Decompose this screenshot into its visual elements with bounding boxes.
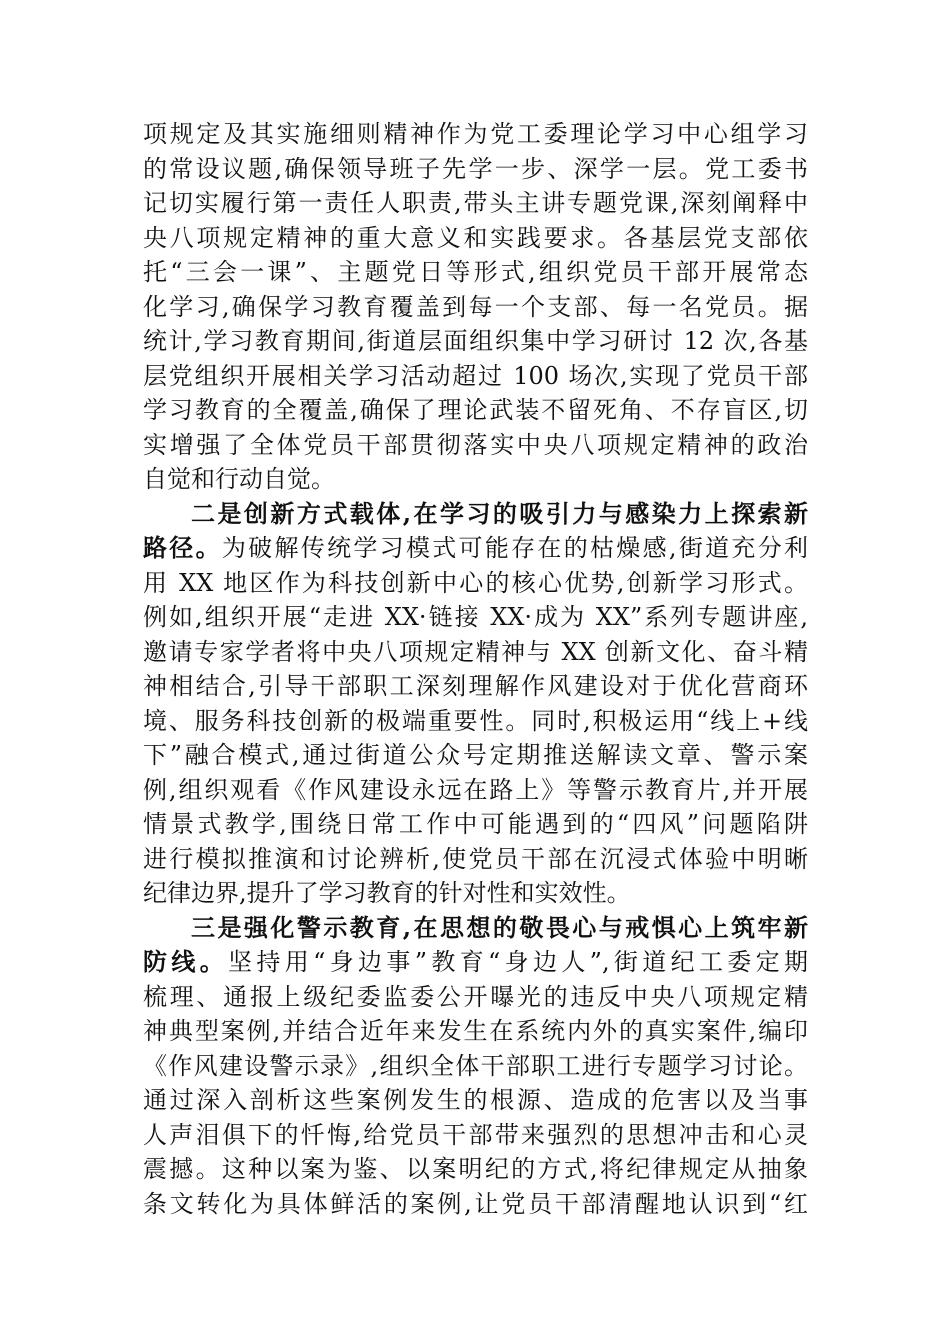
text-line: 实增强了全体党员干部贯彻落实中央八项规定精神的政治 <box>143 430 808 459</box>
text-line: 下”融合模式,通过街道公众号定期推送解读文章、警示案 <box>143 741 808 769</box>
text-line: 记切实履行第一责任人职责,带头主讲专题党课,深刻阐释中 <box>143 189 808 217</box>
text-line: 央八项规定精神的重大意义和实践要求。各基层党支部依 <box>143 223 808 252</box>
text-line: 的常设议题,确保领导班子先学一步、深学一层。党工委书 <box>143 154 808 183</box>
text-line: 情景式教学,围绕日常工作中可能遇到的“四风”问题陷阱 <box>143 810 808 838</box>
text-line: 通过深入剖析这些案例发生的根源、造成的危害以及当事 <box>143 1086 808 1114</box>
text-line: 《作风建设警示录》,组织全体干部职工进行专题学习讨论。 <box>143 1051 808 1080</box>
section-heading-line: 二是创新方式载体,在学习的吸引力与感染力上探索新 <box>191 498 808 528</box>
text-line: 境、服务科技创新的极端重要性。同时,积极运用“线上+线 <box>143 706 808 735</box>
text-line: 神相结合,引导干部职工深刻理解作风建设对于优化营商环 <box>143 672 808 700</box>
text-line <box>143 945 808 980</box>
section-heading-end: 路径。 <box>143 533 222 562</box>
text-line: 例,组织观看《作风建设永远在路上》等警示教育片,并开展 <box>143 775 808 804</box>
text-line: 条文转化为具体鲜活的案例,让党员干部清醒地认识到“红 <box>143 1189 808 1218</box>
text-line: 梳理、通报上级纪委监委公开曝光的违反中央八项规定精 <box>143 982 808 1011</box>
section-heading-line: 三是强化警示教育,在思想的敬畏心与戒惧心上筑牢新 <box>191 912 808 942</box>
document-page <box>143 117 808 1221</box>
text-line: 人声泪俱下的忏悔,给党员干部带来强烈的思想冲击和心灵 <box>143 1120 808 1149</box>
text-line: 例如,组织开展“走进 XX·链接 XX·成为 XX”系列专题讲座, <box>143 603 808 631</box>
text-run: 为破解传统学习模式可能存在的枯燥感,街道充分利 <box>221 534 808 562</box>
text-line: 自觉和行动自觉。 <box>143 465 335 493</box>
text-line: 化学习,确保学习教育覆盖到每一个支部、每一名党员。据 <box>143 292 808 321</box>
text-line: 学习教育的全覆盖,确保了理论武装不留死角、不存盲区,切 <box>143 396 808 424</box>
text-line: 项规定及其实施细则精神作为党工委理论学习中心组学习 <box>143 120 808 148</box>
section-heading-end: 防线。 <box>143 947 229 976</box>
text-line: 邀请专家学者将中央八项规定精神与 XX 创新文化、奋斗精 <box>143 637 808 666</box>
text-line <box>143 531 808 566</box>
text-line: 进行模拟推演和讨论辨析,使党员干部在沉浸式体验中明晰 <box>143 844 808 873</box>
text-run: 坚持用“身边事”教育“身边人”,街道纪工委定期 <box>228 948 808 976</box>
text-line: 层党组织开展相关学习活动超过 100 场次,实现了党员干部 <box>143 361 808 390</box>
text-line: 神典型案例,并结合近年来发生在系统内外的真实案件,编印 <box>143 1017 808 1045</box>
text-line: 震撼。这种以案为鉴、以案明纪的方式,将纪律规定从抽象 <box>143 1155 808 1183</box>
text-line: 纪律边界,提升了学习教育的针对性和实效性。 <box>143 879 631 907</box>
text-line: 统计,学习教育期间,街道层面组织集中学习研讨 12 次,各基 <box>143 327 808 355</box>
text-line: 用 XX 地区作为科技创新中心的核心优势,创新学习形式。 <box>143 568 808 597</box>
text-line: 托“三会一课”、主题党日等形式,组织党员干部开展常态 <box>143 258 808 286</box>
